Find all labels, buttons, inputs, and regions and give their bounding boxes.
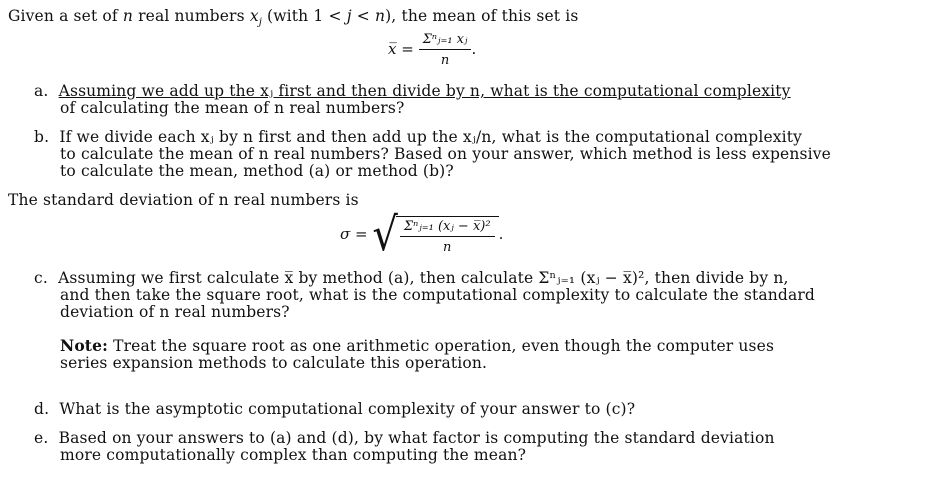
- intro-line: [8, 7, 578, 32]
- question-e-line1: [34, 429, 775, 447]
- std-denominator: n: [443, 239, 452, 255]
- question-text: What is the asymptotic computational complexity of your answer to (c)?: [59, 400, 636, 418]
- math-subscript: j: [258, 17, 262, 29]
- note-text: Treat the square root as one arithmetic operation, even though the computer uses: [108, 337, 775, 355]
- intro-text: real numbers: [133, 7, 250, 25]
- mean-period: .: [471, 40, 477, 58]
- std-equation: [340, 208, 504, 262]
- math-n: n: [374, 7, 386, 25]
- note-label: Note:: [60, 336, 108, 355]
- intro-text: ), the mean of this set is: [385, 7, 579, 25]
- question-label: d.: [34, 400, 50, 418]
- question-text: If we divide each xⱼ by n first and then add up the xⱼ/n, what is the computational complexity: [59, 128, 803, 146]
- radical-icon: √: [372, 208, 398, 262]
- note-line2: [60, 354, 487, 372]
- math-n: n: [122, 7, 134, 25]
- question-d-line1: [34, 400, 635, 418]
- question-text: to calculate the mean, method (a) or method (b)?: [60, 162, 454, 180]
- sqrt-sign: [372, 208, 498, 262]
- question-e-line2: [60, 446, 526, 464]
- mean-denominator: n: [440, 53, 450, 68]
- question-c-line1: [34, 269, 789, 287]
- std-numerator: Σⁿⱼ₌₁ (xⱼ − x̅)²: [400, 219, 495, 237]
- question-c-line2: [60, 286, 815, 304]
- question-b-line2: [60, 145, 831, 163]
- mean-equation: [388, 32, 476, 68]
- std-fraction: [400, 219, 495, 255]
- question-text: to calculate the mean of n real numbers? Based on your answer, which method is less expensive: [60, 145, 831, 163]
- question-label: c.: [34, 269, 48, 287]
- math-j: j: [346, 7, 352, 25]
- question-label: e.: [34, 429, 49, 447]
- intro-text: (with 1 <: [261, 7, 347, 25]
- std-period: .: [498, 225, 504, 243]
- mean-fraction: [419, 32, 472, 68]
- std-intro: [8, 191, 359, 209]
- question-text: and then take the square root, what is the computational complexity to calculate the standard: [60, 286, 816, 304]
- question-a-line2: [60, 99, 404, 117]
- std-intro-text: The standard deviation of n real numbers is: [8, 191, 359, 209]
- question-text: of calculating the mean of n real numbers?: [60, 99, 405, 117]
- intro-text: Given a set of: [8, 7, 123, 25]
- std-lhs: σ =: [340, 225, 368, 243]
- question-b-line3: [60, 162, 454, 180]
- mean-lhs: x̅ =: [388, 40, 414, 58]
- question-text: Based on your answers to (a) and (d), by what factor is computing the standard deviation: [58, 429, 775, 447]
- mean-numerator: Σⁿⱼ₌₁ xⱼ: [419, 32, 472, 50]
- question-label: a.: [34, 82, 49, 100]
- question-a-line1: [34, 82, 791, 100]
- note-line1: [60, 337, 774, 355]
- math-x: x: [249, 7, 259, 25]
- question-text: more computationally complex than computing the mean?: [60, 446, 527, 464]
- question-c-line3: [60, 303, 290, 321]
- question-b-line1: [34, 128, 802, 146]
- question-text: Assuming we add up the xⱼ first and then divide by n, what is the computational complexity: [58, 82, 791, 100]
- std-radicand: [396, 216, 499, 255]
- question-text: Assuming we first calculate x̅ by method (a), then calculate Σⁿⱼ₌₁ (xⱼ − x̅)², then divide by n,: [58, 269, 789, 287]
- intro-text: <: [351, 7, 375, 25]
- question-text: deviation of n real numbers?: [60, 303, 290, 321]
- note-text: series expansion methods to calculate this operation.: [60, 354, 488, 372]
- question-label: b.: [34, 128, 50, 146]
